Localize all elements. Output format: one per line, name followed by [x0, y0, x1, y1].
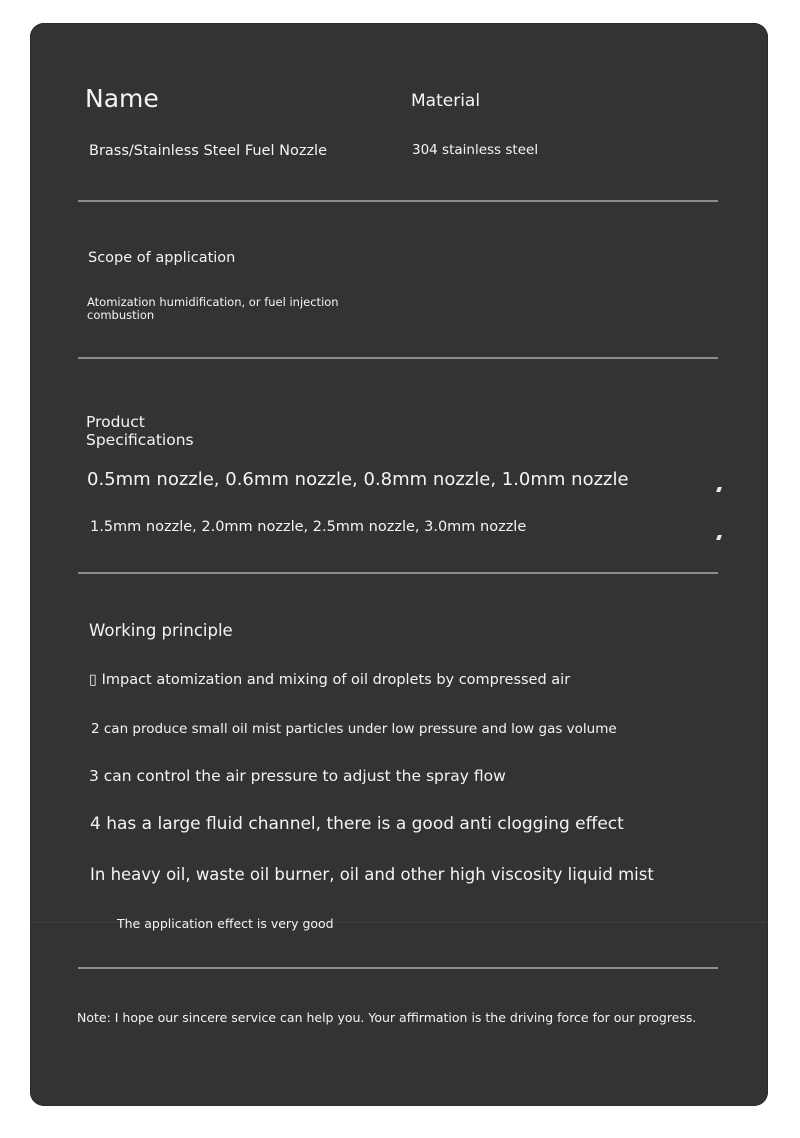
name-value: Brass/Stainless Steel Fuel Nozzle	[89, 143, 328, 159]
principle-item-2: 2 can produce small oil mist particles under low pressure and low gas volume	[91, 721, 617, 737]
divider-3	[78, 572, 718, 574]
principle-item-5: In heavy oil, waste oil burner, oil and other high viscosity liquid mist	[90, 865, 654, 884]
material-label: Material	[411, 91, 481, 111]
principle-item-1: ▯ Impact atomization and mixing of oil droplets by compressed air	[89, 672, 571, 688]
principle-item-3: 3 can control the air pressure to adjust the spray flow	[89, 767, 506, 785]
specs-line-2: 1.5mm nozzle, 2.0mm nozzle, 2.5mm nozzle, 3.0mm nozzle	[90, 519, 527, 535]
material-value: 304 stainless steel	[412, 142, 539, 158]
specs-label-line-1: Product	[86, 413, 145, 431]
name-label: Name	[85, 84, 159, 113]
scope-text-line-2: combustion	[87, 308, 155, 322]
spec-card	[30, 23, 768, 1106]
divider-2	[78, 357, 718, 359]
principle-item-6: The application effect is very good	[117, 916, 334, 931]
principle-label: Working principle	[89, 621, 233, 640]
divider-4	[78, 967, 718, 969]
specs-label-line-2: Specifications	[86, 431, 194, 449]
note-text: Note: I hope our sincere service can help you. Your affirmation is the driving force for our progress.	[77, 1010, 697, 1025]
principle-item-4: 4 has a large fluid channel, there is a good anti clogging effect	[90, 814, 624, 834]
scope-label: Scope of application	[88, 250, 236, 266]
specs-line-1: 0.5mm nozzle, 0.6mm nozzle, 0.8mm nozzle, 1.0mm nozzle	[87, 469, 629, 490]
scope-text-line-1: Atomization humidification, or fuel injection	[87, 295, 339, 309]
divider-1	[78, 200, 718, 202]
